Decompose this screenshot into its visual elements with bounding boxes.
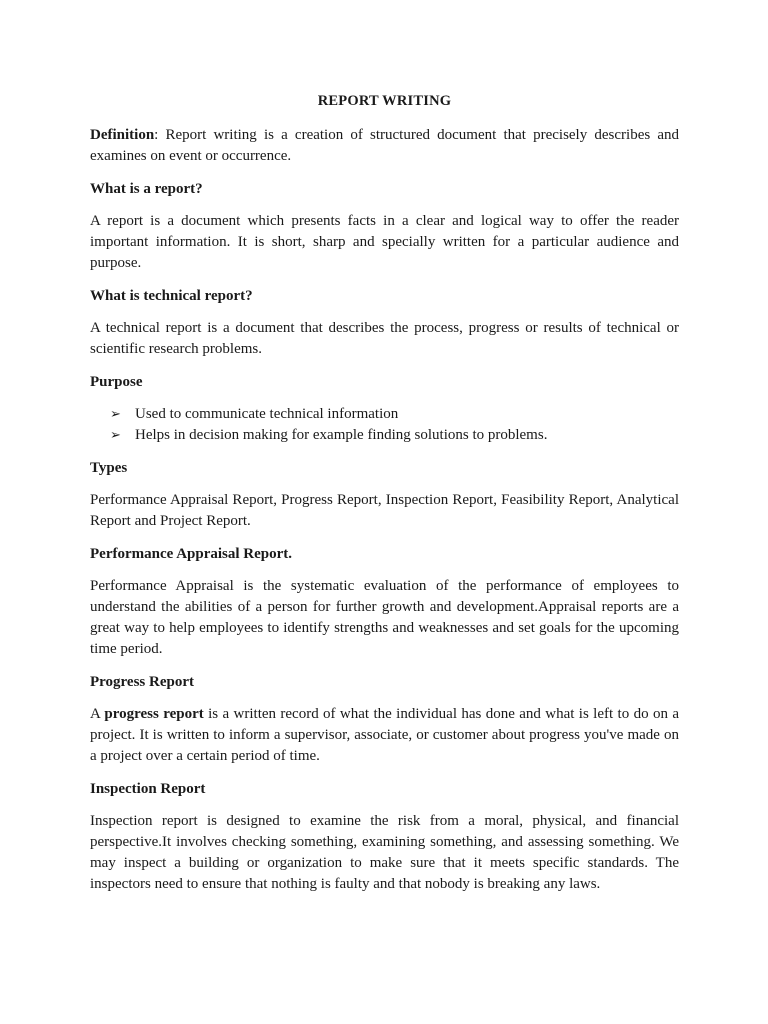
paragraph-progress-report (90, 704, 679, 767)
document-title: REPORT WRITING (317, 93, 452, 109)
heading-types: Types (90, 460, 128, 476)
purpose-item-text: Used to communicate technical information (135, 406, 399, 422)
arrowhead-bullet-icon: ➢ (110, 428, 121, 443)
heading-progress-report: Progress Report (90, 674, 195, 690)
heading-inspection-report: Inspection Report (90, 781, 206, 797)
definition-paragraph (90, 125, 679, 167)
heading-purpose: Purpose (90, 374, 143, 390)
progress-report-term: progress report (104, 706, 204, 722)
arrowhead-bullet-icon: ➢ (110, 407, 121, 422)
paragraph-inspection-report: Inspection report is designed to examine the risk from a moral, physical, and financial perspective.It involves checking something, examining something, and assessing something. We may inspect a building or organization to make sure that it meets specific standards. The inspectors need to ensure that nothing is faulty and that nobody is breaking any laws. (90, 813, 679, 892)
list-item (110, 404, 679, 425)
progress-prefix: A (90, 706, 105, 722)
purpose-item-text: Helps in decision making for example finding solutions to problems. (135, 427, 548, 443)
heading-technical-report: What is technical report? (90, 288, 253, 304)
purpose-list (90, 404, 679, 446)
paragraph-types: Performance Appraisal Report, Progress Report, Inspection Report, Feasibility Report, Analytical Report and Project Report. (90, 492, 679, 529)
heading-what-is-report: What is a report? (90, 181, 203, 197)
definition-label: Definition (90, 127, 155, 143)
definition-text: : Report writing is a creation of structured document that precisely describes and examines on event or occurrence. (90, 127, 679, 164)
progress-body-text: is a written record of what the individual has done and what is left to do on a project. It is written to inform a supervisor, associate, or customer about progress you've made on a project over a certain period of time. (90, 706, 679, 764)
heading-performance-appraisal: Performance Appraisal Report. (90, 546, 293, 562)
document-page (90, 93, 679, 895)
paragraph-performance-appraisal: Performance Appraisal is the systematic evaluation of the performance of employees to understand the abilities of a person for further growth and development.Appraisal reports are a great way to help employees to identify strengths and weaknesses and set goals for the upcoming time period. (90, 578, 679, 657)
paragraph-technical-report: A technical report is a document that describes the process, progress or results of technical or scientific research problems. (90, 320, 679, 357)
paragraph-what-is-report: A report is a document which presents facts in a clear and logical way to offer the reader important information. It is short, sharp and specially written for a particular audience and purpose. (90, 213, 679, 271)
list-item (110, 425, 679, 446)
